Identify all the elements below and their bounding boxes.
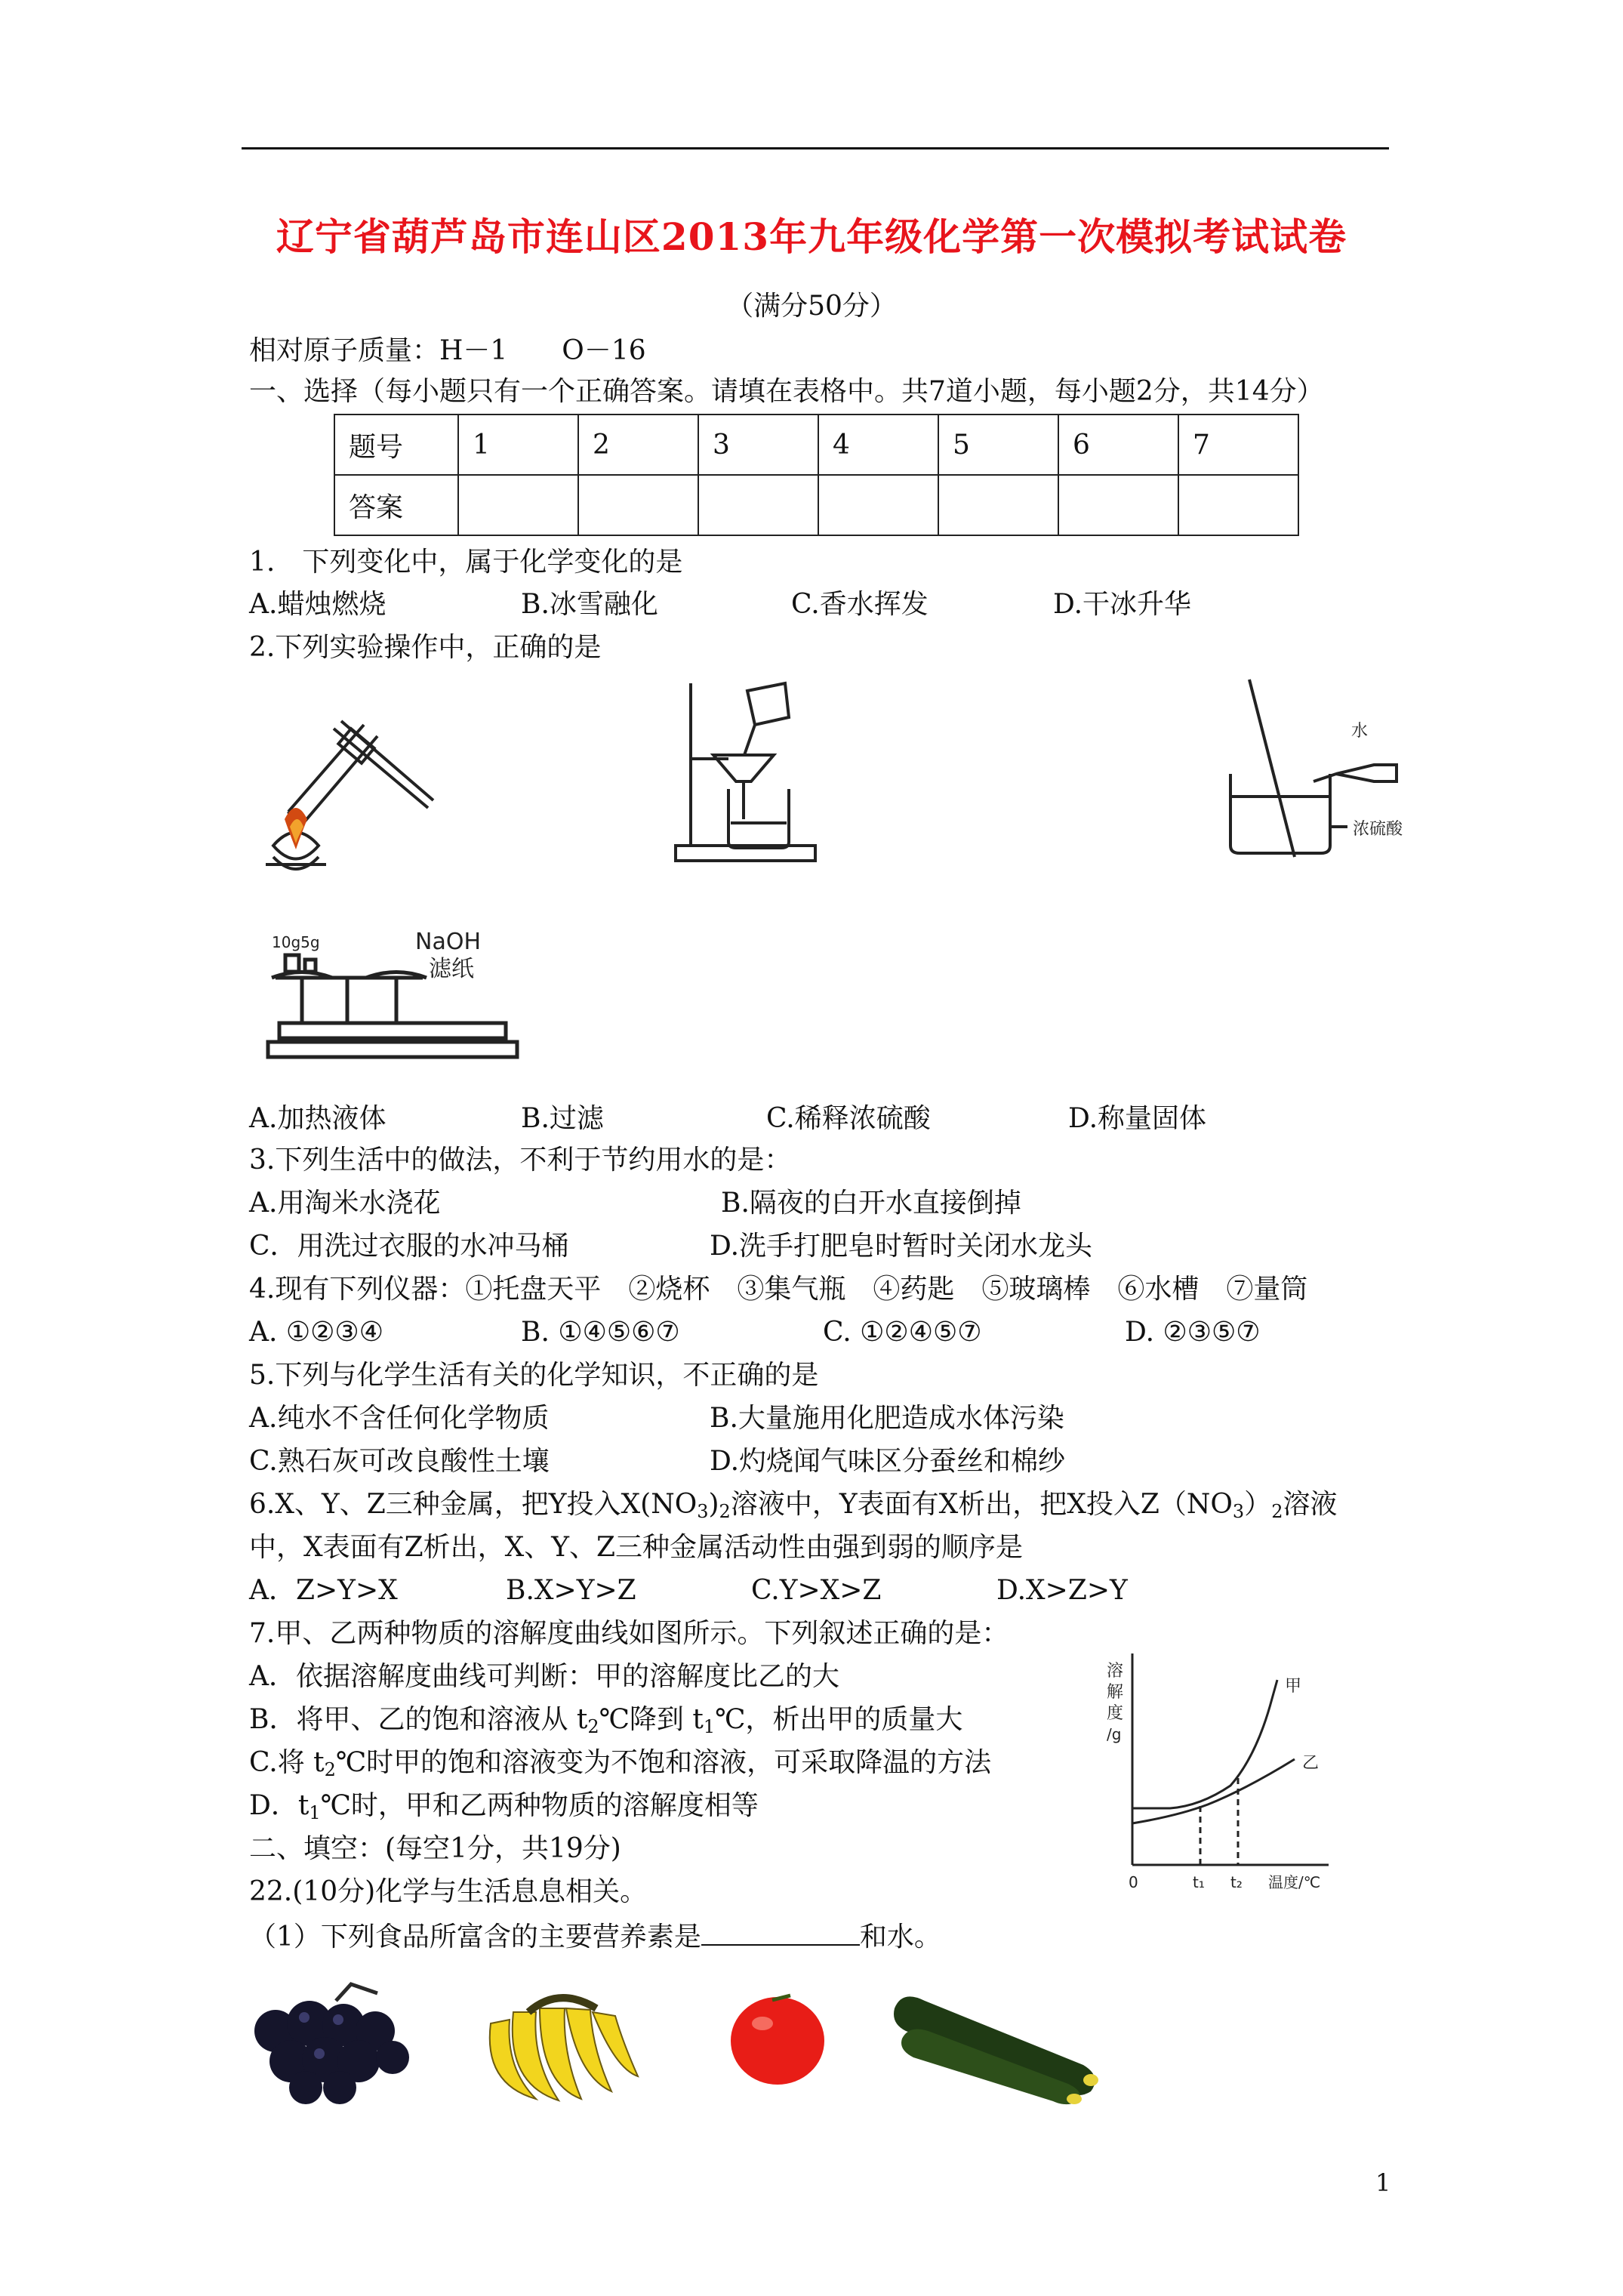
- q22-part1-text-a: （1）下列食品所富含的主要营养素是: [249, 1922, 701, 1952]
- q7-option-d: [249, 1789, 759, 1829]
- table-cell-number: 1: [458, 415, 578, 475]
- filtration-figure: [657, 676, 853, 872]
- q3-option-b: B.隔夜的白开水直接倒掉: [721, 1188, 1021, 1219]
- table-cell-number: 5: [938, 415, 1058, 475]
- table-row-label: 题号: [334, 415, 458, 475]
- ylabel-char: 溶: [1107, 1662, 1124, 1681]
- exam-title: 辽宁省葫芦岛市连山区2013年九年级化学第一次模拟考试试卷: [276, 214, 1347, 259]
- answer-cell[interactable]: [578, 475, 698, 535]
- q6-option-d: D.X>Z>Y: [996, 1575, 1128, 1606]
- balance-figure: [264, 925, 536, 1068]
- q6-stem-line2: 中，X表面有Z析出，X、Y、Z三种金属活动性由强到弱的顺序是: [249, 1532, 1024, 1563]
- q6-option-a: A．Z>Y>X: [249, 1575, 398, 1606]
- atomic-mass-line: 相对原子质量：H－1 O－16: [249, 335, 646, 366]
- q2-option-b: B.过滤: [521, 1103, 604, 1134]
- q7-b-sub2: 2: [587, 1716, 599, 1737]
- q6-stem-line1: [249, 1488, 1337, 1528]
- q2-option-d: D.称量固体: [1068, 1103, 1207, 1134]
- page-number: 1: [1375, 2168, 1391, 2197]
- q7-d-text2: ℃时，甲和乙两种物质的溶解度相等: [320, 1790, 759, 1821]
- q7-option-c: [249, 1746, 991, 1786]
- section1-heading: 一、选择（每小题只有一个正确答案。请填在表格中。共7道小题，每小题2分，共14分）: [249, 376, 1324, 407]
- q1-option-d: D.干冰升华: [1053, 589, 1192, 620]
- q22-part1-text-b: 和水。: [859, 1922, 941, 1952]
- q2-option-a: A.加热液体: [249, 1103, 387, 1134]
- header-rule: [242, 147, 1389, 149]
- q3-option-d: D.洗手打肥皂时暂时关闭水龙头: [710, 1231, 1093, 1262]
- q3-option-a: A.用淘米水浇花: [249, 1188, 441, 1219]
- curve-jia: [1132, 1680, 1277, 1808]
- dilution-figure: [1223, 676, 1419, 872]
- q6-text-b: ): [708, 1489, 719, 1520]
- q2-stem: 2.下列实验操作中，正确的是: [249, 632, 602, 663]
- curve-yi: [1132, 1759, 1295, 1823]
- table-row: [334, 475, 1298, 535]
- table-cell-number: 6: [1058, 415, 1178, 475]
- q7-b-sub1: 1: [703, 1716, 716, 1737]
- q7-option-b: [249, 1703, 962, 1743]
- weights-label: 10g5g: [272, 933, 320, 951]
- answer-cell[interactable]: [938, 475, 1058, 535]
- q7-b-text1: B．将甲、乙的饱和溶液从 t: [249, 1704, 588, 1735]
- table-row: [334, 415, 1298, 475]
- q7-b-text2: ℃降到 t: [599, 1704, 704, 1735]
- ylabel-char: /g: [1107, 1725, 1122, 1743]
- filter-paper-label: 滤纸: [429, 956, 474, 982]
- table-cell-number: 3: [698, 415, 818, 475]
- q4-option-b: B. ①④⑤⑥⑦: [521, 1317, 680, 1348]
- q5-option-a: A.纯水不含任何化学物质: [249, 1403, 550, 1434]
- exam-subtitle: （满分50分）: [726, 291, 897, 322]
- answer-cell[interactable]: [818, 475, 938, 535]
- table-cell-number: 2: [578, 415, 698, 475]
- q7-c-text2: ℃时甲的饱和溶液变为不饱和溶液，可采取降温的方法: [335, 1747, 992, 1778]
- answer-cell[interactable]: [458, 475, 578, 535]
- q6-text-a: 6.X、Y、Z三种金属，把Y投入X(NO: [249, 1489, 698, 1520]
- t2-label: t₂: [1230, 1873, 1243, 1891]
- section2-heading: 二、填空：(每空1分，共19分): [249, 1833, 621, 1864]
- q6-text-c: 溶液中，Y表面有X析出，把X投入Z（NO: [730, 1489, 1233, 1520]
- naoh-label: NaOH: [415, 929, 481, 955]
- bananas-icon: [476, 1978, 649, 2106]
- q7-d-sub1: 1: [309, 1802, 321, 1823]
- q1-stem: 1. 下列变化中，属于化学变化的是: [249, 547, 683, 578]
- q7-d-text1: D．t: [249, 1790, 310, 1821]
- q5-option-d: D.灼烧闻气味区分蚕丝和棉纱: [710, 1446, 1066, 1477]
- conc-acid-label: 浓硫酸: [1353, 820, 1403, 839]
- q4-option-d: D. ②③⑤⑦: [1125, 1317, 1261, 1348]
- q7-c-text1: C.将 t: [249, 1747, 325, 1778]
- grapes-icon: [245, 1978, 419, 2106]
- q1-option-b: B.冰雪融化: [521, 589, 658, 620]
- q4-option-c: C. ①②④⑤⑦: [823, 1317, 982, 1348]
- q6-text-e: 溶液: [1283, 1489, 1338, 1520]
- q6-sub2b: 2: [1271, 1501, 1283, 1522]
- q3-option-c: C．用洗过衣服的水冲马桶: [249, 1231, 569, 1262]
- q3-stem: 3.下列生活中的做法，不利于节约用水的是：: [249, 1145, 792, 1176]
- q6-option-b: B.X>Y>Z: [506, 1575, 636, 1606]
- q1-option-c: C.香水挥发: [791, 589, 929, 620]
- cucumbers-icon: [887, 1978, 1106, 2106]
- xlabel: 温度/℃: [1268, 1873, 1321, 1891]
- q22-part1: [249, 1918, 941, 1954]
- q6-option-c: C.Y>X>Z: [751, 1575, 882, 1606]
- q1-option-a: A.蜡烛燃烧: [249, 589, 387, 620]
- q5-option-b: B.大量施用化肥造成水体污染: [710, 1403, 1064, 1434]
- table-row-label: 答案: [334, 475, 458, 535]
- ylabel-char: 解: [1107, 1683, 1124, 1702]
- q7-b-text3: ℃，析出甲的质量大: [715, 1704, 963, 1735]
- answer-cell[interactable]: [1178, 475, 1298, 535]
- q6-text-d: ）: [1244, 1489, 1272, 1520]
- q6-sub3: 3: [697, 1501, 709, 1522]
- q7-stem: 7.甲、乙两种物质的溶解度曲线如图所示。下列叙述正确的是：: [249, 1618, 1009, 1649]
- q2-option-c: C.稀释浓硫酸: [766, 1103, 931, 1134]
- heating-liquid-figure: [243, 683, 439, 880]
- ylabel-char: 度: [1107, 1704, 1124, 1723]
- t1-label: t₁: [1193, 1873, 1205, 1891]
- table-cell-number: 4: [818, 415, 938, 475]
- q5-option-c: C.熟石灰可改良酸性土壤: [249, 1446, 550, 1477]
- series-label-jia: 甲: [1285, 1677, 1302, 1696]
- answer-cell[interactable]: [1058, 475, 1178, 535]
- q6-sub2: 2: [719, 1501, 731, 1522]
- tomato-icon: [721, 1982, 834, 2095]
- water-label: 水: [1351, 722, 1369, 741]
- series-label-yi: 乙: [1302, 1754, 1320, 1773]
- answer-cell[interactable]: [698, 475, 818, 535]
- q7-c-sub2: 2: [324, 1759, 336, 1780]
- q4-option-a: A. ①②③④: [249, 1317, 383, 1348]
- answer-blank[interactable]: [701, 1918, 860, 1946]
- answer-table: [334, 414, 1299, 536]
- table-cell-number: 7: [1178, 415, 1298, 475]
- solubility-graph: [1087, 1638, 1359, 1895]
- q4-stem: 4.现有下列仪器：①托盘天平 ②烧杯 ③集气瓶 ④药匙 ⑤玻璃棒 ⑥水槽 ⑦量筒: [249, 1274, 1308, 1305]
- q6-sub3b: 3: [1232, 1501, 1245, 1522]
- q7-option-a: A．依据溶解度曲线可判断：甲的溶解度比乙的大: [249, 1661, 839, 1692]
- q22-stem: 22.(10分)化学与生活息息相关。: [249, 1876, 648, 1907]
- q5-stem: 5.下列与化学生活有关的化学知识，不正确的是: [249, 1360, 819, 1391]
- origin-label: 0: [1129, 1873, 1138, 1891]
